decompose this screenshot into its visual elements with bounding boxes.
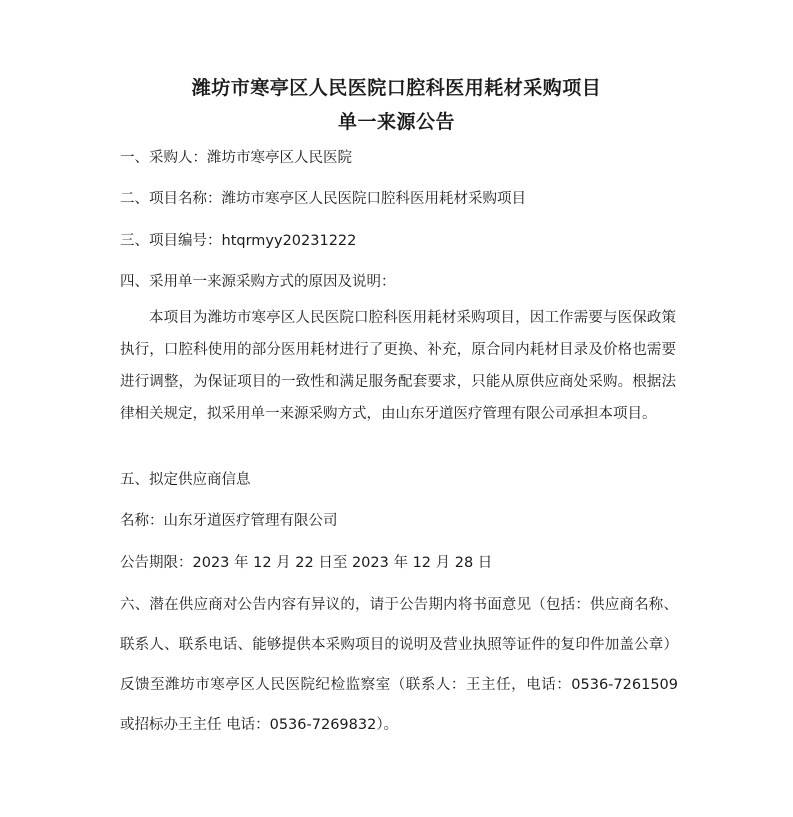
purchaser-line: 一、采购人：潍坊市寒亭区人民医院 [120, 150, 352, 166]
reason-heading: 四、采用单一来源采购方式的原因及说明： [120, 274, 396, 290]
supplier-heading: 五、拟定供应商信息 [120, 472, 251, 488]
notice-period-line: 公告期限：2023 年 12 月 22 日至 2023 年 12 月 28 日 [120, 555, 493, 571]
objection-paragraph: 六、潜在供应商对公告内容有异议的，请于公告期内将书面意见（包括：供应商名称、联系人、联系电话、能够提供本采购项目的说明及营业执照等证件的复印件加盖公章）反馈至潍坊市寒亭区人民医院纪检监察室（联系人：王主任，电话：0536-7261509 或招标办王主任 电话：0536-7269832）。 [120, 597, 678, 733]
project-number-line: 三、项目编号：htqrmyy20231222 [120, 233, 357, 249]
document-title: 潍坊市寒亭区人民医院口腔科医用耗材采购项目 [191, 77, 602, 99]
project-name-line: 二、项目名称：潍坊市寒亭区人民医院口腔科医用耗材采购项目 [120, 191, 526, 207]
supplier-name-line: 名称：山东牙道医疗管理有限公司 [120, 513, 338, 529]
reason-paragraph: 本项目为潍坊市寒亭区人民医院口腔科医用耗材采购项目，因工作需要与医保政策执行，口腔科使用的部分医用耗材进行了更换、补充，原合同内耗材目录及价格也需要进行调整，为保证项目的一致性和满足服务配套要求，只能从原供应商处采购。根据法律相关规定，拟采用单一来源采购方式，由山东牙道医疗管理有限公司承担本项目。 [120, 310, 676, 422]
document-subtitle: 单一来源公告 [337, 111, 455, 133]
